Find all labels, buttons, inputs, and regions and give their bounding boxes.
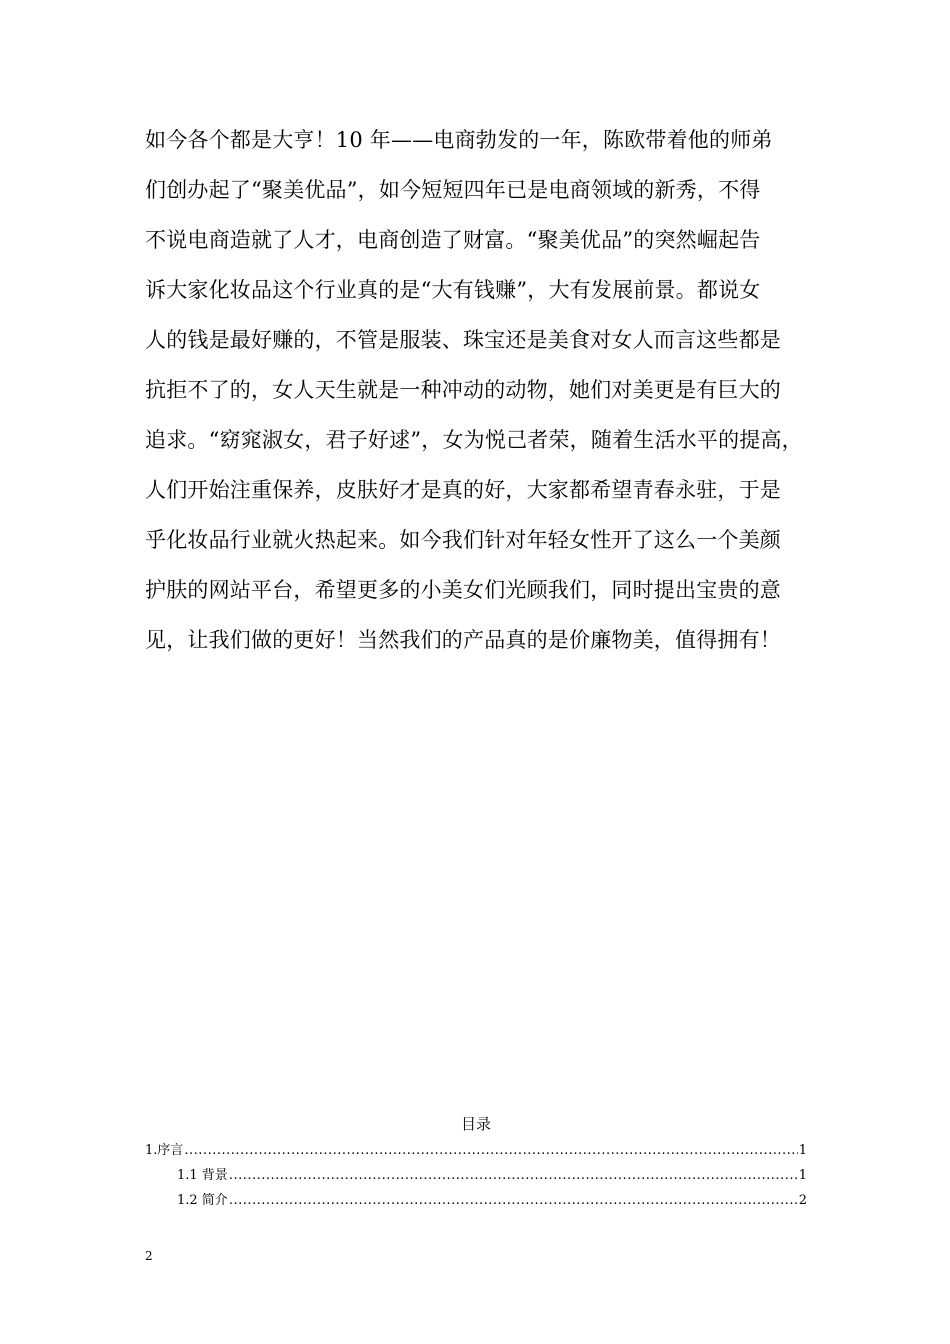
toc-entry-page: 1 — [798, 1168, 807, 1183]
body-line: 们创办起了“聚美优品”，如今短短四年已是电商领域的新秀，不得 — [145, 178, 761, 202]
toc-entry-introduction[interactable] — [145, 1188, 807, 1213]
toc-entry-label: 1.1 背景 — [177, 1168, 228, 1183]
body-line: 诉大家化妆品这个行业真的是“大有钱赚”，大有发展前景。都说女 — [145, 278, 761, 302]
toc-entry-label: 1.2 简介 — [177, 1193, 228, 1208]
toc-leader-dots — [229, 1163, 798, 1188]
body-line: 不说电商造就了人才，电商创造了财富。“聚美优品”的突然崛起告 — [145, 228, 761, 252]
body-paragraph — [145, 115, 825, 665]
page-number: 2 — [145, 1249, 153, 1263]
toc-entry-label: 1.序言 — [145, 1143, 184, 1158]
body-line: 如今各个都是大亨！10 年——电商勃发的一年，陈欧带着他的师弟 — [145, 128, 773, 152]
body-line: 见，让我们做的更好！当然我们的产品真的是价廉物美，值得拥有！ — [145, 628, 781, 652]
body-line: 人的钱是最好赚的，不管是服装、珠宝还是美食对女人而言这些都是 — [145, 328, 781, 352]
toc-leader-dots — [184, 1138, 797, 1163]
toc-title: 目录 — [460, 1115, 491, 1133]
body-line: 人们开始注重保养，皮肤好才是真的好，大家都希望青春永驻，于是 — [145, 478, 781, 502]
body-line: 抗拒不了的，女人天生就是一种冲动的动物，她们对美更是有巨大的 — [145, 378, 781, 402]
body-line: 追求。“窈窕淑女，君子好逑”，女为悦己者荣，随着生活水平的提高， — [145, 428, 803, 452]
toc-entry-preface[interactable] — [145, 1138, 807, 1163]
toc-entry-page: 1 — [798, 1143, 807, 1158]
toc-entry-page: 2 — [798, 1193, 807, 1208]
table-of-contents — [145, 1110, 807, 1213]
toc-entry-background[interactable] — [145, 1163, 807, 1188]
toc-leader-dots — [229, 1188, 798, 1213]
body-line: 护肤的网站平台，希望更多的小美女们光顾我们，同时提出宝贵的意 — [145, 578, 781, 602]
body-line: 乎化妆品行业就火热起来。如今我们针对年轻女性开了这么一个美颜 — [145, 528, 781, 552]
